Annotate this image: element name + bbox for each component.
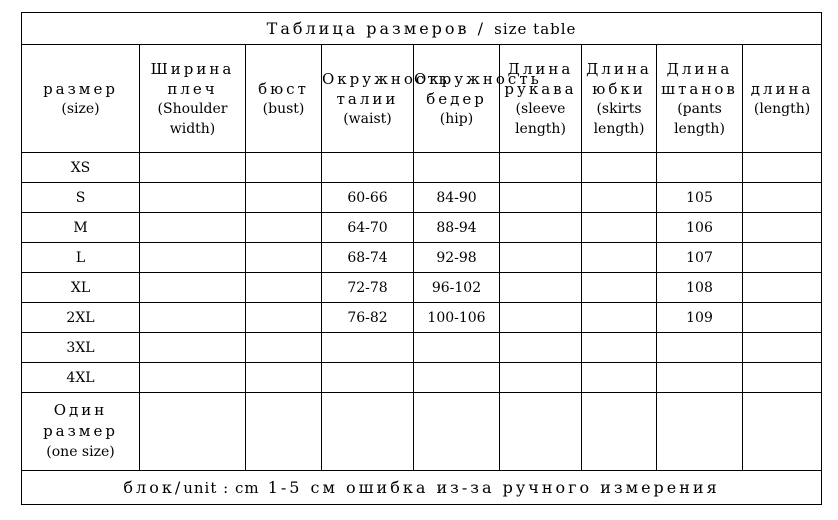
table-row [22,333,822,363]
cell-bust [246,363,322,393]
cell-shoulder [140,363,246,393]
cell-sleeve [500,213,582,243]
cell-waist: 76-82 [322,303,414,333]
cell-waist [322,153,414,183]
cell-size: 2XL [22,303,140,333]
cell-waist [322,393,414,471]
cell-shoulder [140,183,246,213]
table-row [22,183,822,213]
header-length: длина (length) [743,45,822,153]
cell-pants: 106 [657,213,743,243]
cell-length [743,213,822,243]
cell-skirt [582,393,657,471]
cell-size: L [22,243,140,273]
cell-sleeve [500,153,582,183]
one-size-row [22,393,822,471]
cell-pants [657,363,743,393]
cell-size: M [22,213,140,243]
header-pants: Длина штанов (pants length) [657,45,743,153]
cell-length [743,273,822,303]
title-ru: Таблица размеров [266,19,470,38]
cell-skirt [582,363,657,393]
cell-bust [246,273,322,303]
cell-length [743,363,822,393]
cell-pants: 107 [657,243,743,273]
cell-waist: 68-74 [322,243,414,273]
cell-sleeve [500,393,582,471]
cell-length [743,243,822,273]
footer-unit-en: unit : cm [183,479,260,497]
cell-skirt [582,183,657,213]
cell-waist: 64-70 [322,213,414,243]
header-sleeve: Длина рукава (sleeve length) [500,45,582,153]
cell-size: S [22,183,140,213]
cell-hip [414,393,500,471]
cell-shoulder [140,153,246,183]
cell-bust [246,393,322,471]
cell-pants: 109 [657,303,743,333]
cell-sleeve [500,183,582,213]
cell-length [743,153,822,183]
header-row [22,45,822,153]
cell-shoulder [140,333,246,363]
cell-size: 4XL [22,363,140,393]
title-en: size table [494,20,577,38]
cell-size: XS [22,153,140,183]
cell-shoulder [140,393,246,471]
cell-bust [246,183,322,213]
cell-skirt [582,333,657,363]
table-row [22,153,822,183]
footer-error-note: 1-5 см ошибка из-за ручного измерения [259,478,720,497]
cell-sleeve [500,303,582,333]
table-row [22,243,822,273]
table-title [22,13,822,45]
cell-waist [322,363,414,393]
title-separator: / [469,19,495,38]
cell-hip [414,153,500,183]
header-bust: бюст (bust) [246,45,322,153]
cell-hip: 100-106 [414,303,500,333]
size-chart [21,12,821,506]
cell-pants [657,333,743,363]
cell-bust [246,333,322,363]
table-row [22,303,822,333]
cell-length [743,183,822,213]
cell-size: 3XL [22,333,140,363]
cell-hip [414,333,500,363]
cell-hip [414,363,500,393]
cell-waist [322,333,414,363]
cell-skirt [582,273,657,303]
cell-length [743,303,822,333]
table-row [22,273,822,303]
cell-sleeve [500,333,582,363]
cell-size: XL [22,273,140,303]
cell-pants [657,153,743,183]
cell-bust [246,213,322,243]
header-hip: Окружность бедер (hip) [414,45,500,153]
cell-hip: 96-102 [414,273,500,303]
cell-sleeve [500,273,582,303]
cell-shoulder [140,243,246,273]
header-shoulder: Ширина плеч (Shoulder width) [140,45,246,153]
cell-skirt [582,213,657,243]
cell-skirt [582,153,657,183]
header-size: размер (size) [22,45,140,153]
cell-skirt [582,303,657,333]
cell-pants [657,393,743,471]
cell-sleeve [500,363,582,393]
cell-pants: 105 [657,183,743,213]
cell-shoulder [140,213,246,243]
header-skirt: Длина юбки (skirts length) [582,45,657,153]
cell-bust [246,303,322,333]
cell-bust [246,243,322,273]
table-row [22,213,822,243]
cell-waist: 60-66 [322,183,414,213]
cell-hip: 92-98 [414,243,500,273]
cell-length [743,393,822,471]
cell-pants: 108 [657,273,743,303]
cell-sleeve [500,243,582,273]
cell-shoulder [140,303,246,333]
cell-waist: 72-78 [322,273,414,303]
footer-unit-ru: блок/ [123,478,184,497]
footer-note [22,471,822,505]
cell-length [743,333,822,363]
size-table [21,12,822,505]
cell-skirt [582,243,657,273]
table-row [22,363,822,393]
cell-shoulder [140,273,246,303]
cell-hip: 88-94 [414,213,500,243]
cell-bust [246,153,322,183]
cell-hip: 84-90 [414,183,500,213]
cell-one-size: Один размер (one size) [22,393,140,471]
header-waist: Окружность талии (waist) [322,45,414,153]
